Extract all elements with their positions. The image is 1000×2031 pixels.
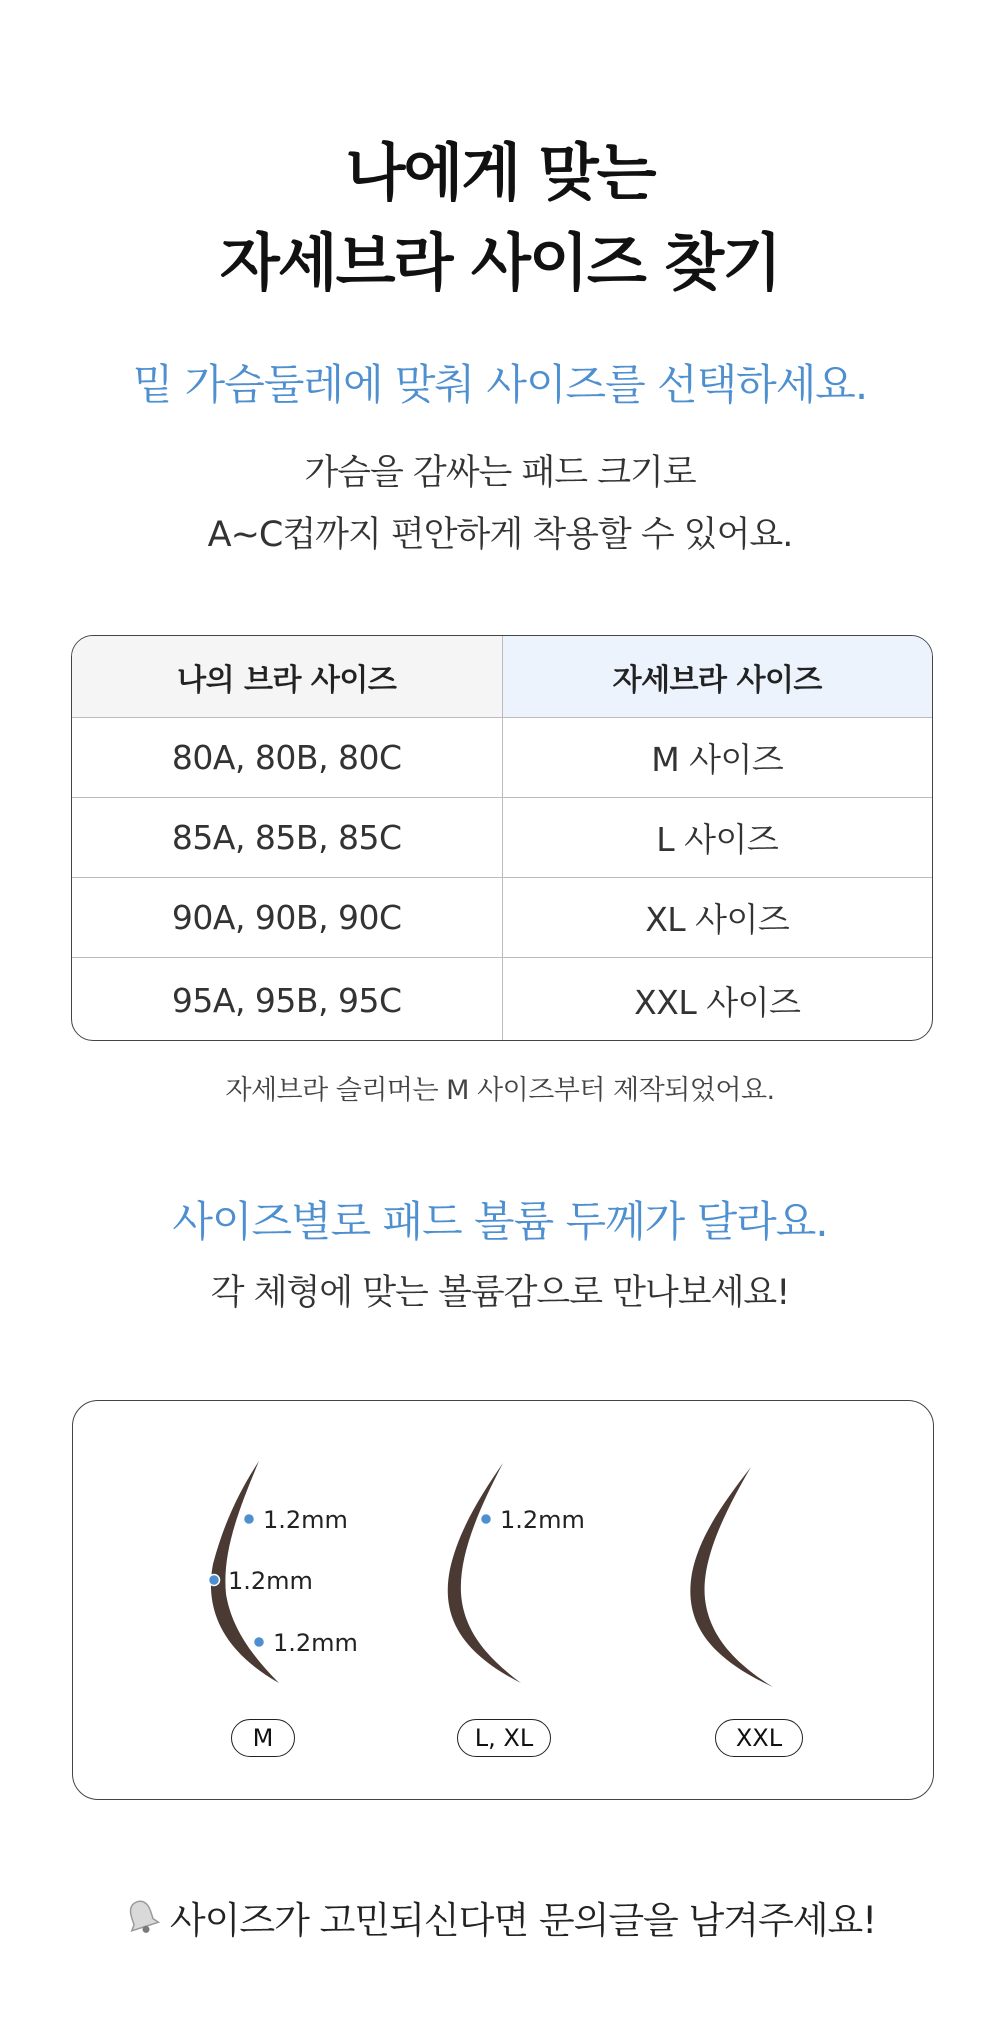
inquiry-text: 사이즈가 고민되신다면 문의글을 남겨주세요! xyxy=(169,1899,877,1942)
measure-label-lxl-1: 1.2mm xyxy=(500,1506,585,1534)
size-pill-l-xl: L, XL xyxy=(457,1719,551,1757)
my-size-cell: 80A, 80B, 80C xyxy=(171,738,402,777)
table-row xyxy=(72,958,932,1041)
inquiry-message xyxy=(0,1890,1000,1944)
table-note: 자세브라 슬리머는 M 사이즈부터 제작되었어요. xyxy=(225,1075,775,1106)
bell-icon xyxy=(124,1897,160,1937)
product-size-cell: M 사이즈 xyxy=(502,718,933,797)
my-size-cell: 85A, 85B, 85C xyxy=(171,818,402,857)
product-size-cell: XL 사이즈 xyxy=(502,878,933,957)
pad-shape-xxl xyxy=(690,1467,773,1687)
size-select-subtitle: 밑 가슴둘레에 맞춰 사이즈를 선택하세요. xyxy=(132,360,868,409)
my-size-cell: 95A, 95B, 95C xyxy=(171,980,402,1020)
table-row xyxy=(72,718,932,798)
title-line-1: 나에게 맞는 xyxy=(345,136,655,209)
size-pill-xxl: XXL xyxy=(715,1719,803,1757)
size-table xyxy=(71,635,933,1041)
product-size-cell: XXL 사이즈 xyxy=(502,958,933,1041)
table-header-row xyxy=(72,636,932,718)
title-line-2: 자세브라 사이즈 찾기 xyxy=(219,226,781,299)
intro-description xyxy=(0,442,1000,566)
measure-point-lxl-1 xyxy=(481,1514,492,1525)
pad-shape-lxl xyxy=(448,1463,521,1683)
page-title xyxy=(0,128,1000,308)
my-size-cell: 90A, 90B, 90C xyxy=(171,898,402,937)
measure-point-m-3 xyxy=(254,1637,265,1648)
measure-label-m-3: 1.2mm xyxy=(273,1629,358,1657)
measure-label-m-2: 1.2mm xyxy=(228,1567,313,1595)
table-row xyxy=(72,878,932,958)
intro-desc-line-2: A~C컵까지 편안하게 착용할 수 있어요. xyxy=(207,515,793,555)
measure-point-m-2 xyxy=(209,1575,220,1586)
product-size-cell: L 사이즈 xyxy=(502,798,933,877)
table-row xyxy=(72,798,932,878)
pad-thickness-box xyxy=(72,1400,934,1800)
intro-desc-line-1: 가슴을 감싸는 패드 크기로 xyxy=(304,453,696,493)
header-jase-bra-size: 자세브라 사이즈 xyxy=(502,636,933,717)
measure-point-m-1 xyxy=(244,1514,255,1525)
pad-volume-description: 각 체형에 맞는 볼륨감으로 만나보세요! xyxy=(210,1273,790,1313)
size-pill-m: M xyxy=(231,1719,295,1757)
measure-label-m-1: 1.2mm xyxy=(263,1506,348,1534)
header-my-bra-size: 나의 브라 사이즈 xyxy=(72,636,502,717)
pad-volume-subtitle: 사이즈별로 패드 볼륨 두께가 달라요. xyxy=(172,1197,828,1246)
